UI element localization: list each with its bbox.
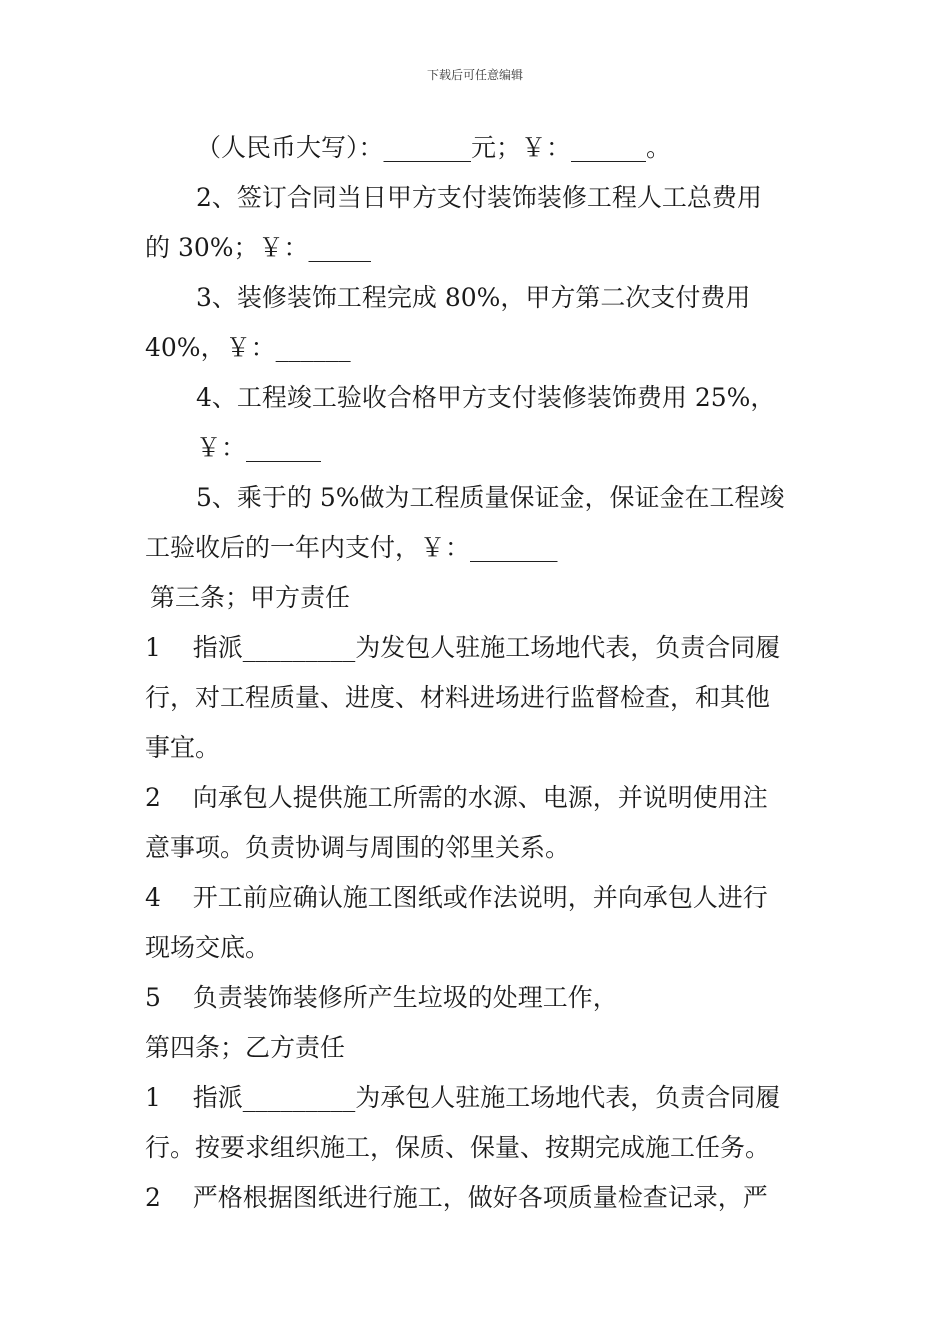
amount-in-words-line: （人民币大写）：_______元；￥：______。 <box>196 133 672 162</box>
article-3-heading: 第三条；甲方责任 <box>150 583 351 612</box>
payment-item-2-line1: 2、签订合同当日甲方支付装饰装修工程人工总费用 <box>196 183 762 212</box>
party-a-item-5-line1: 5 负责装饰装修所产生垃圾的处理工作， <box>145 983 618 1012</box>
party-b-item-2-line1: 2 严格根据图纸进行施工，做好各项质量检查记录，严 <box>145 1183 768 1212</box>
party-a-item-1-line1: 1 指派_________为发包人驻施工场地代表，负责合同履 <box>145 633 781 662</box>
party-b-item-1-line2: 行。按要求组织施工，保质、保量、按期完成施工任务。 <box>145 1133 771 1162</box>
party-a-item-2-line2: 意事项。负责协调与周围的邻里关系。 <box>145 833 571 862</box>
payment-item-3-line2: 40%，￥：______ <box>145 333 351 362</box>
party-a-item-1-line3: 事宜。 <box>145 733 221 762</box>
payment-item-4-line2: ￥：______ <box>196 433 322 462</box>
payment-item-2-line2: 的 30%；￥：_____ <box>145 233 372 262</box>
party-a-item-2-line1: 2 向承包人提供施工所需的水源、电源，并说明使用注 <box>145 783 768 812</box>
party-a-item-1-line2: 行，对工程质量、进度、材料进场进行监督检查，和其他 <box>145 683 771 712</box>
payment-item-3-line1: 3、装修装饰工程完成 80%，甲方第二次支付费用 <box>196 283 751 312</box>
article-4-heading: 第四条；乙方责任 <box>145 1033 346 1062</box>
payment-item-5-line1: 5、乘于的 5%做为工程质量保证金，保证金在工程竣 <box>196 483 785 512</box>
payment-item-5-line2: 工验收后的一年内支付，￥：_______ <box>145 533 558 562</box>
party-a-item-4-line2: 现场交底。 <box>145 933 271 962</box>
party-a-item-4-line1: 4 开工前应确认施工图纸或作法说明，并向承包人进行 <box>145 883 768 912</box>
download-note: 下载后可任意编辑 <box>426 68 523 82</box>
payment-item-4-line1: 4、工程竣工验收合格甲方支付装修装饰费用 25%， <box>196 383 776 412</box>
party-b-item-1-line1: 1 指派_________为承包人驻施工场地代表，负责合同履 <box>145 1083 781 1112</box>
